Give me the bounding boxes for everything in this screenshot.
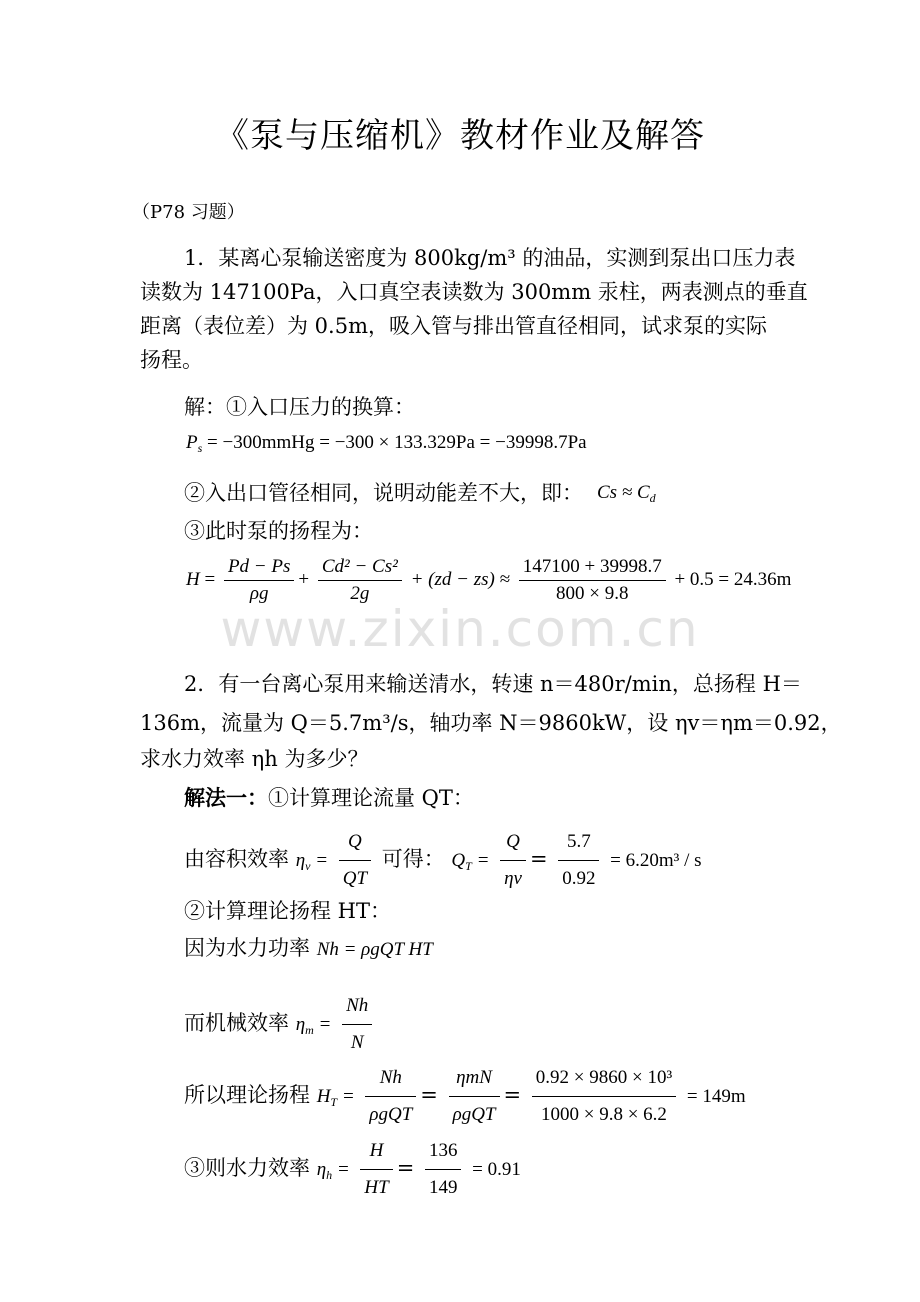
problem1-eq2: $Cs \approx C_d$ [597,482,656,505]
frac-ht2: $\frac{\text{ηmN}}{\text{ρgQT}}$ [449,1062,500,1131]
problem2-step2: ②计算理论扬程 HT： [184,899,391,923]
problem2-step1 [184,782,474,814]
eq4-prefix: 所以理论扬程 [184,1083,310,1107]
eq1-text: = −300mmHg = −300 × 133.329Pa = −39998.7Pa [207,432,587,453]
eq1-mid: 可得： [381,847,445,871]
eq3-tail: + 0.5 = 24.36m [674,568,792,590]
eq5-tail: = 0.91 [472,1159,521,1180]
frac-hydraulic: $\frac{H}{HT}$ [360,1135,392,1204]
method-label: 解法一： [184,786,268,810]
problem1-line1: 1．某离心泵输送密度为 800kg/m³ 的油品，实测到泵出口压力表 [184,246,796,270]
eq3-prefix: 而机械效率 [184,1011,289,1035]
frac-pressure: $\frac{Pd - Ps}{\rho g}$ [224,556,294,605]
problem2-eq1: 由容积效率 $\eta_v$ = $\frac{Q}{QT}$ 可得： $Q_T$ = $\frac{Q}{\eta v}$ = $\frac{5.7}{0.92}$ = 6.20m³ / s [184,826,702,895]
frac-ht-numeric: $\frac{\text{0.92 × 9860 × 10³}}{1000 \times 9.8 \times 6.2}$ [532,1062,676,1131]
eq2-text: Cs ≈ C [597,482,650,503]
problem1-eq3: H = $\frac{Pd - Ps}{\rho g}$ + $\frac{\text{Cd² − Cs²}}{2g}$ + (zd − zs) ≈ $\frac{147100 + 39998.7}{800 \times 9.8}$ + 0.5 = 24.36m [186,556,792,604]
frac-mechanical: $\frac{Nh}{N}$ [342,990,372,1059]
frac-volumetric: $\frac{Q}{QT}$ [339,826,371,895]
page-title: 《泵与压缩机》教材作业及解答 [215,116,705,156]
problem2-line2: 136m，流量为 Q＝5.7m³/s，轴功率 N＝9860kW，设 ηv＝ηm＝0.92， [140,711,842,735]
frac-numeric: $\frac{147100 + 39998.7}{800 \times 9.8}$ [519,556,666,605]
frac-hydraulic-numeric: $\frac{136}{149}$ [425,1135,462,1204]
frac-velocity: $\frac{\text{Cd² − Cs²}}{2g}$ [318,556,402,605]
problem1-line2: 读数为 147100Pa，入口真空表读数为 300mm 汞柱，两表测点的垂直 [140,280,808,304]
problem1-step2: ②入出口管径相同，说明动能差不大，即： [184,481,583,505]
problem2-line3: 求水力效率 ηh 为多少？ [140,747,369,771]
frac-ht1: $\frac{Nh}{\text{ρgQT}}$ [365,1062,416,1131]
frac-qt: $\frac{Q}{\eta v}$ [500,826,526,895]
problem2-eq3: 而机械效率 $\eta_m$ = $\frac{Nh}{N}$ [184,990,376,1059]
eq2-prefix: 因为水力功率 [184,936,310,960]
problem2-eq2 [184,932,433,966]
problem1-step3: ③此时泵的扬程为： [184,519,373,543]
problem1-eq1: $P_s$ = −300mmHg = −300 × 133.329Pa = −39998.7Pa [186,432,587,455]
watermark: www.zixin.com.cn [220,600,700,658]
problem2-line1: 2．有一台离心泵用来输送清水，转速 n＝480r/min，总扬程 H＝ [184,672,802,696]
eq4-tail: = 149m [686,1086,746,1107]
eq5-prefix: ③则水力效率 [184,1156,310,1180]
eq1-prefix: 由容积效率 [184,847,289,871]
eq1-tail: = 6.20m³ / s [610,850,702,871]
step1-text: ①计算理论流量 QT： [268,786,474,810]
section-reference: （P78 习题） [132,202,245,223]
problem1-line4: 扬程。 [140,348,203,372]
problem1-line3: 距离（表位差）为 0.5m，吸入管与排出管直径相同，试求泵的实际 [140,314,767,338]
problem1-step1: 解：①入口压力的换算： [184,395,415,419]
problem2-eq5: ③则水力效率 $\eta_h$ = $\frac{H}{HT}$ = $\frac{136}{149}$ = 0.91 [184,1135,521,1204]
eq2-text: Nh = ρgQT HT [316,939,433,960]
eq3-mid: + (zd − zs) ≈ [410,568,510,590]
frac-qt-numeric: $\frac{5.7}{0.92}$ [558,826,599,895]
problem2-eq4: 所以理论扬程 $H_T$ = $\frac{Nh}{\text{ρgQT}}$ = $\frac{\text{ηmN}}{\text{ρgQT}}$ = $\frac{\text{0.92 × 9860 × 10³}}{1000 \times 9.8 \times 6.2}$ = 149m [184,1062,746,1131]
